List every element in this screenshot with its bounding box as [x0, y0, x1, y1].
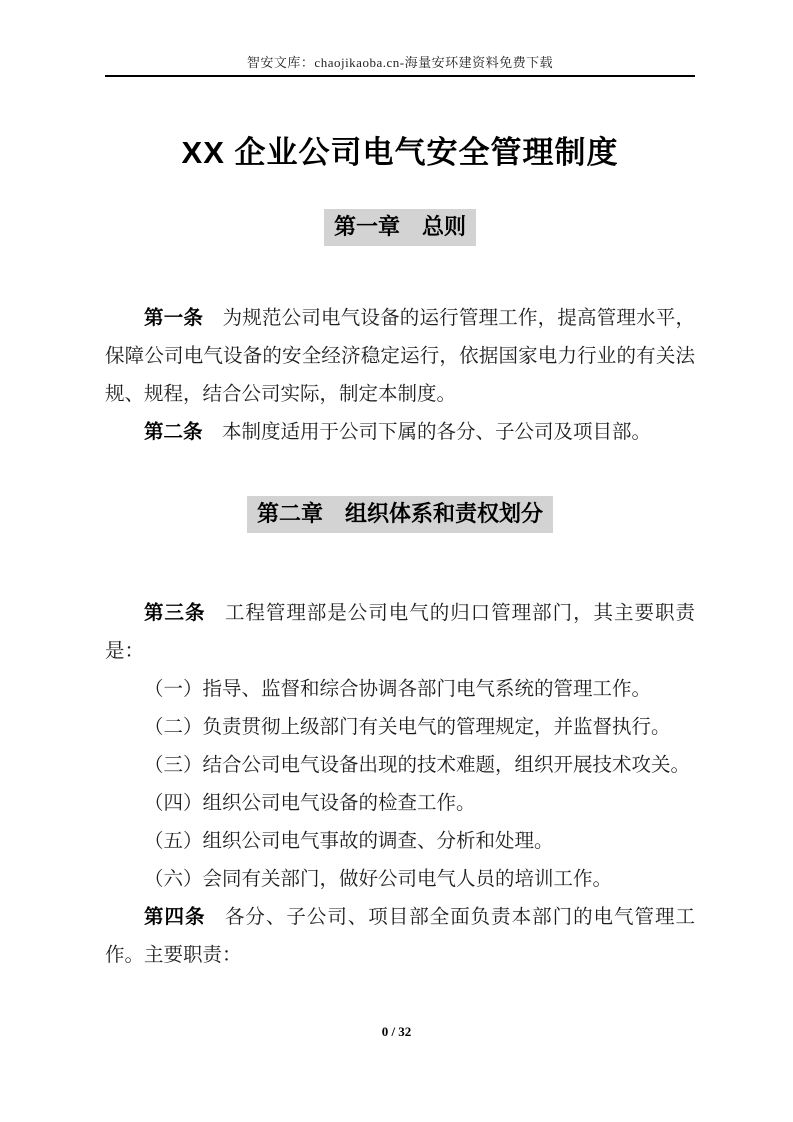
article-1-text: 为规范公司电气设备的运行管理工作，提高管理水平，保障公司电气设备的安全经济稳定运行，依据国家电力行业的有关法规、规程，结合公司实际，制定本制度。	[105, 308, 695, 405]
article-3-number: 第三条	[144, 603, 206, 624]
article-4-paragraph	[105, 899, 695, 975]
chapter-1-title: 第一章 总则	[324, 209, 476, 246]
article-2-text: 本制度适用于公司下属的各分、子公司及项目部。	[222, 422, 652, 443]
article-2-paragraph	[105, 414, 695, 452]
article-3-paragraph	[105, 595, 695, 671]
page-header	[105, 0, 695, 77]
chapter-heading-2	[105, 496, 695, 533]
document-title: XX 企业公司电气安全管理制度	[181, 135, 619, 170]
article-4-text: 各分、子公司、项目部全面负责本部门的电气管理工作。主要职责：	[105, 907, 695, 966]
page-number: 0 / 32	[381, 1024, 412, 1039]
chapter-2-title: 第二章 组织体系和责权划分	[247, 496, 553, 533]
header-watermark-text: 智安文库：chaojikaoba.cn-海量安环建资料免费下载	[246, 55, 554, 70]
list-item-2: （二）负责贯彻上级部门有关电气的管理规定，并监督执行。	[144, 717, 671, 738]
article-3-text: 工程管理部是公司电气的归口管理部门，其主要职责是：	[105, 603, 695, 662]
header-rule	[105, 75, 695, 77]
chapter-heading-1	[105, 209, 695, 246]
list-item-1: （一）指导、监督和综合协调各部门电气系统的管理工作。	[144, 679, 652, 700]
article-4-number: 第四条	[144, 907, 206, 928]
list-item-3: （三）结合公司电气设备出现的技术难题，组织开展技术攻关。	[144, 755, 691, 776]
page-footer	[0, 1024, 793, 1040]
article-1-paragraph	[105, 300, 695, 414]
list-item-6: （六）会同有关部门，做好公司电气人员的培训工作。	[144, 869, 613, 890]
list-item-5: （五）组织公司电气事故的调查、分析和处理。	[144, 831, 554, 852]
article-1-number: 第一条	[144, 308, 204, 329]
article-2-number: 第二条	[144, 422, 203, 443]
list-item-4: （四）组织公司电气设备的检查工作。	[144, 793, 476, 814]
